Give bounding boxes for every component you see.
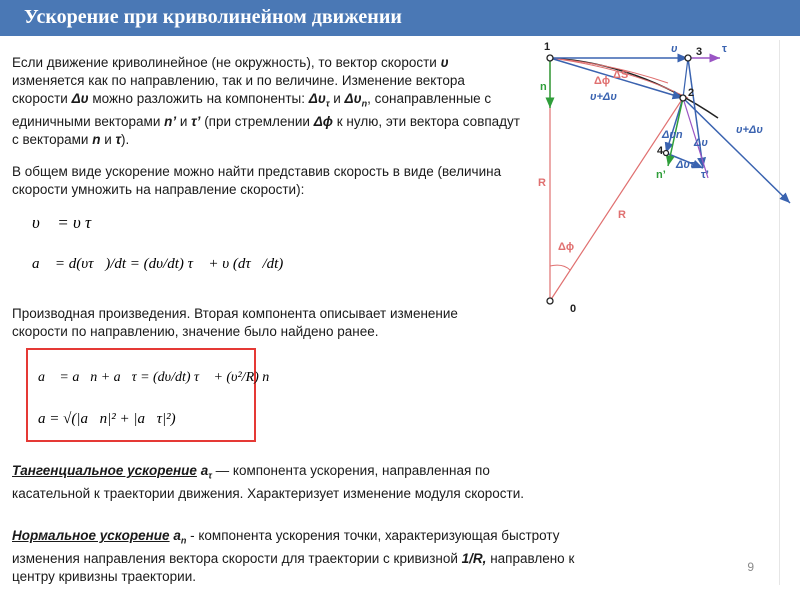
- paragraph-normal-acceleration: [12, 527, 612, 586]
- text-fragment: к нулю, эти вектора совпадут с векторами: [12, 113, 520, 147]
- label-v-plus-dv-left: υ+Δυ: [590, 91, 617, 103]
- delta-v-vector: [688, 58, 703, 168]
- label-point-4: 4: [657, 145, 664, 157]
- tau-prime-symbol: τ’: [191, 113, 201, 129]
- term-tangential: Тангенциальное ускорение: [12, 463, 197, 478]
- paragraph-tangential-acceleration: [12, 462, 552, 503]
- label-point-1: 1: [544, 41, 551, 53]
- tau-subscript: τ: [208, 470, 212, 481]
- paragraph-curvilinear-intro: [12, 54, 522, 149]
- text-fragment: , сонаправленные с единичными векторами: [12, 91, 492, 129]
- point-4-dot: [664, 151, 669, 156]
- text-fragment: (при стремлении: [200, 113, 314, 129]
- n-prime-symbol: n’: [164, 113, 177, 129]
- text-fragment: и: [176, 113, 192, 129]
- label-delta-v: Δυ: [694, 137, 708, 149]
- point-0-dot: [547, 298, 553, 304]
- text-fragment: ).: [121, 131, 130, 147]
- curvature-symbol: 1/R,: [461, 550, 487, 566]
- label-tau-prime: τ’: [701, 169, 709, 181]
- label-delta-s: ΔS: [613, 69, 629, 81]
- curvilinear-motion-diagram: [528, 38, 800, 328]
- delta-v-n-symbol: Δυ: [344, 91, 362, 106]
- label-radius-left: R: [538, 177, 546, 189]
- text-fragment: — компонента ускорения, направленная по касательной к траектории движения. Характеризует изменение модуля скорости.: [12, 463, 525, 501]
- paragraph-product-derivative: Производная произведения. Вторая компонента описывает изменение скорости по направлению, значение было найдено ранее.: [12, 306, 458, 339]
- text-fragment: направлено к центру кривизны траектории.: [12, 550, 575, 584]
- label-delta-vt: Δυτ: [676, 159, 695, 171]
- label-tau: τ: [722, 43, 727, 55]
- delta-v-symbol: Δυ: [71, 91, 89, 106]
- text-fragment: Если движение криволинейное (не окружность), то вектор скорости: [12, 55, 441, 70]
- delta-v-tau-symbol: Δυ: [308, 91, 326, 106]
- velocity-symbol: υ: [440, 55, 449, 70]
- slide-title: Ускорение при криволинейном движении: [24, 6, 402, 28]
- page-number: 9: [747, 560, 754, 574]
- text-fragment: - компонента ускорения точки, характеризующая быстроту изменения направления вектора скорости для траектории с кривизной: [12, 528, 560, 566]
- paragraph-general-acceleration: В общем виде ускорение можно найти представив скорость в виде (величина скорости умножить на направление скорости):: [12, 164, 502, 197]
- point-1-dot: [547, 55, 553, 61]
- title-bar: [0, 0, 800, 36]
- tau-symbol: τ: [115, 131, 122, 147]
- label-point-0: 0: [570, 303, 577, 315]
- label-point-3: 3: [696, 46, 703, 58]
- formula-line-2: a⃗ = d(υτ⃗)/dt = (dυ/dt) τ⃗ + υ (dτ⃗/dt): [32, 256, 284, 272]
- label-radius-right: R: [618, 209, 626, 221]
- a-symbol: a: [200, 463, 209, 478]
- label-delta-phi-top: Δϕ: [594, 75, 611, 87]
- label-n-prime: n’: [656, 169, 666, 181]
- label-v-plus-dv-right: υ+Δυ: [736, 124, 763, 136]
- formula-acceleration-components: [34, 353, 281, 439]
- n-subscript: n: [361, 98, 368, 109]
- tau-subscript: τ: [325, 98, 330, 109]
- point-3-dot: [685, 55, 691, 61]
- n-symbol: n: [92, 131, 101, 147]
- formula-line-1: a⃗ = a⃗n + a⃗τ = (dυ/dt) τ⃗ + (υ²/R) n⃗: [38, 370, 281, 385]
- phi-angle-arc: [550, 265, 570, 270]
- label-delta-phi-bottom: Δϕ: [558, 241, 575, 253]
- text-fragment: можно разложить на компоненты:: [88, 91, 309, 106]
- text-fragment: и: [329, 91, 345, 106]
- label-velocity: υ: [671, 43, 678, 55]
- formula-velocity-product: [30, 212, 290, 294]
- label-delta-vn: Δυn: [662, 129, 683, 141]
- term-normal: Нормальное ускорение: [12, 528, 170, 543]
- text-fragment: и: [100, 131, 116, 147]
- formula-line-2: a = √(|a⃗n|² + |a⃗τ|²): [38, 411, 176, 427]
- label-normal: n: [540, 81, 547, 93]
- point-2-dot: [680, 95, 686, 101]
- label-point-2: 2: [688, 87, 695, 99]
- formula-line-1: υ⃗ = υ τ⃗: [32, 213, 105, 232]
- n-subscript: n: [180, 535, 187, 546]
- text-fragment: изменяется как по направлению, так и по величине. Изменение вектора скорости: [12, 73, 465, 106]
- a-symbol: a: [173, 528, 181, 543]
- delta-phi-symbol: Δϕ: [313, 113, 333, 129]
